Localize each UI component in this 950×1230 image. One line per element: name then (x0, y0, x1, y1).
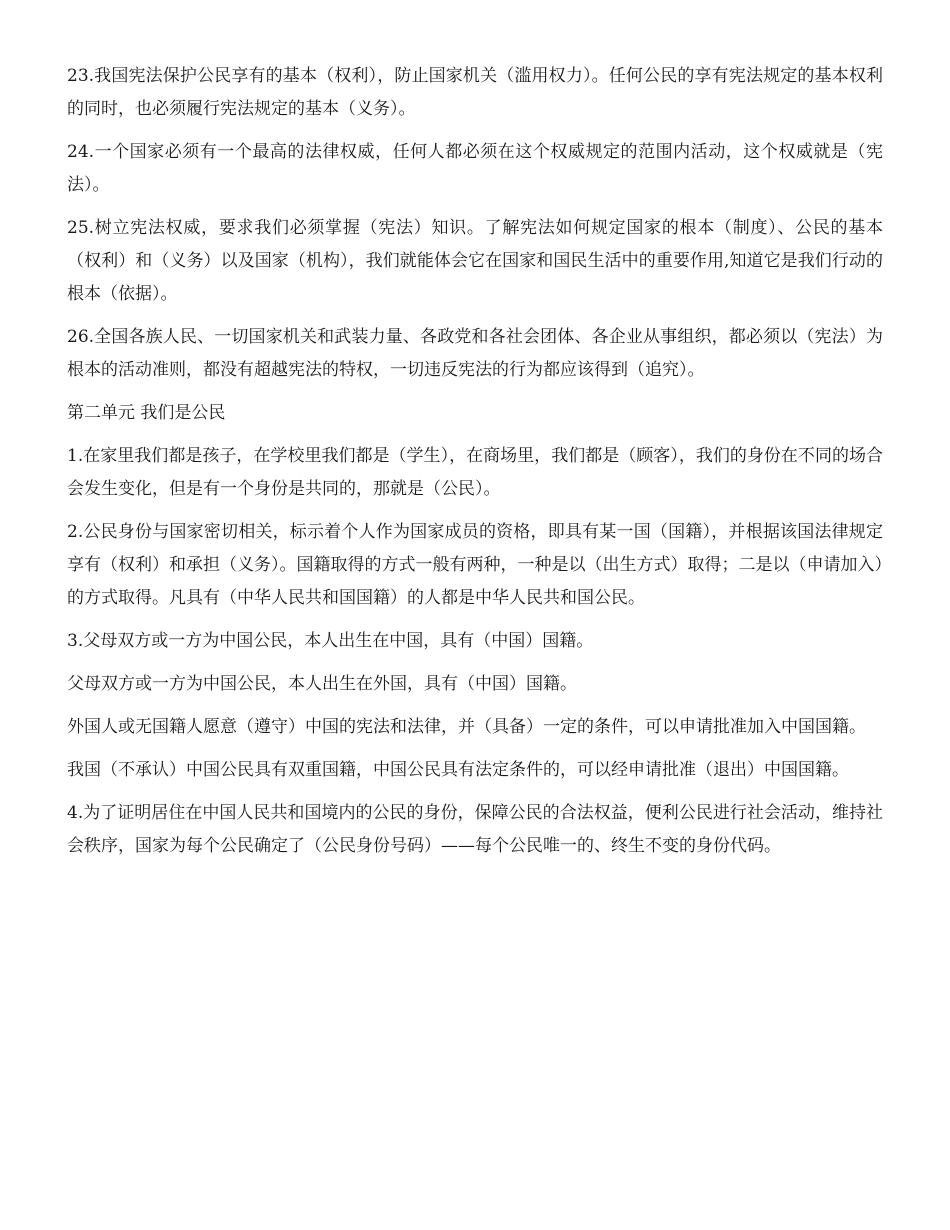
paragraph-3: 3.父母双方或一方为中国公民，本人出生在中国，具有（中国）国籍。 (67, 631, 594, 651)
paragraph-25: 25.树立宪法权威，要求我们必须掌握（宪法）知识。了解宪法如何规定国家的根本（制度）、公民的基本（权利）和（义务）以及国家（机构），我们就能体会它在国家和国民生活中的重要作用,知道它是我们行动的根本（依据）。 (67, 218, 883, 304)
section-heading: 第二单元 我们是公民 (67, 403, 226, 423)
paragraph-3c: 外国人或无国籍人愿意（遵守）中国的宪法和法律，并（具备）一定的条件，可以申请批准加入中国国籍。 (67, 717, 866, 737)
paragraph-3d: 我国（不承认）中国公民具有双重国籍，中国公民具有法定条件的，可以经申请批准（退出）中国国籍。 (67, 760, 849, 780)
paragraph-4: 4.为了证明居住在中国人民共和国境内的公民的身份，保障公民的合法权益，便利公民进行社会活动，维持社会秩序，国家为每个公民确定了（公民身份号码）——每个公民唯一的、终生不变的身份代码。 (67, 803, 883, 856)
paragraph-3b: 父母双方或一方为中国公民，本人出生在外国，具有（中国）国籍。 (67, 674, 577, 694)
paragraph-26: 26.全国各族人民、一切国家机关和武装力量、各政党和各社会团体、各企业从事组织，都必须以（宪法）为根本的活动准则，都没有超越宪法的特权，一切违反宪法的行为都应该得到（追究）。 (67, 327, 883, 380)
paragraph-1: 1.在家里我们都是孩子，在学校里我们都是（学生），在商场里，我们都是（顾客），我们的身份在不同的场合会发生变化，但是有一个身份是共同的，那就是（公民）。 (67, 446, 883, 499)
paragraph-2: 2.公民身份与国家密切相关，标示着个人作为国家成员的资格，即具有某一国（国籍），并根据该国法律规定享有（权利）和承担（义务）。国籍取得的方式一般有两种，一种是以（出生方式）取得；二是以（申请加入）的方式取得。凡具有（中华人民共和国国籍）的人都是中华人民共和国公民。 (67, 522, 883, 608)
document-page (67, 60, 883, 873)
paragraph-24: 24.一个国家必须有一个最高的法律权威，任何人都必须在这个权威规定的范围内活动，这个权威就是（宪法）。 (67, 142, 883, 195)
paragraph-23: 23.我国宪法保护公民享有的基本（权利），防止国家机关（滥用权力）。任何公民的享有宪法规定的基本权利的同时，也必须履行宪法规定的基本（义务）。 (67, 66, 883, 119)
